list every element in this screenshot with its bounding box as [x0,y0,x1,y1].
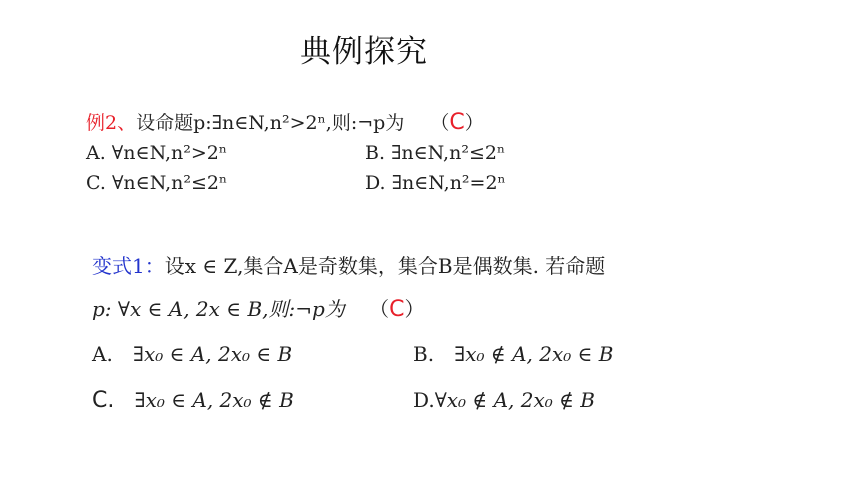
variant1-option-b-letter: B. [413,342,435,366]
example2-answer: C [449,110,465,135]
variant1-option-b-text: ∃x₀ ∉ A, 2x₀ ∈ B [454,342,614,366]
variant1-option-c-letter: C. [92,388,115,413]
variant1-option-b [413,342,613,366]
variant1-option-a [92,342,292,366]
example2-question [86,108,484,135]
variant1-option-a-letter: A. [92,342,113,366]
variant1-option-d [413,388,595,412]
variant1-option-c-text: ∃x₀ ∈ A, 2x₀ ∉ B [134,388,294,412]
example2-stem: 设命题p:∃n∈N,n²>2ⁿ,则:¬p为 [136,112,405,134]
example2-option-b: B. ∃n∈N,n²≤2ⁿ [365,142,506,164]
example2-label: 例2、 [86,112,137,134]
variant1-option-c [92,388,294,413]
example2-paren-open: （ [430,112,450,134]
variant1-label: 变式1： [92,254,165,278]
variant1-answer: C [389,297,405,322]
variant1-option-a-text: ∃x₀ ∈ A, 2x₀ ∈ B [133,342,293,366]
variant1-stem: 设x ∈ Z,集合A是奇数集，集合B是偶数集. 若命题 [164,254,606,278]
variant1-paren-close: ） [404,297,425,321]
example2-paren-close: ） [464,112,484,134]
variant1-line1 [92,250,605,279]
slide-title: 典例探究 [300,34,428,70]
variant1-paren-open: （ [369,297,390,321]
variant1-option-d-text: ∀x₀ ∉ A, 2x₀ ∉ B [434,388,595,412]
variant1-proposition: p: ∀x ∈ A, 2x ∈ B,则:¬p为 [92,297,345,321]
example2-option-d: D. ∃n∈N,n²=2ⁿ [365,172,506,194]
example2-option-a: A. ∀n∈N,n²>2ⁿ [86,142,228,164]
example2-option-c: C. ∀n∈N,n²≤2ⁿ [86,172,228,194]
variant1-line2 [92,293,425,322]
variant1-option-d-letter: D. [413,388,435,412]
